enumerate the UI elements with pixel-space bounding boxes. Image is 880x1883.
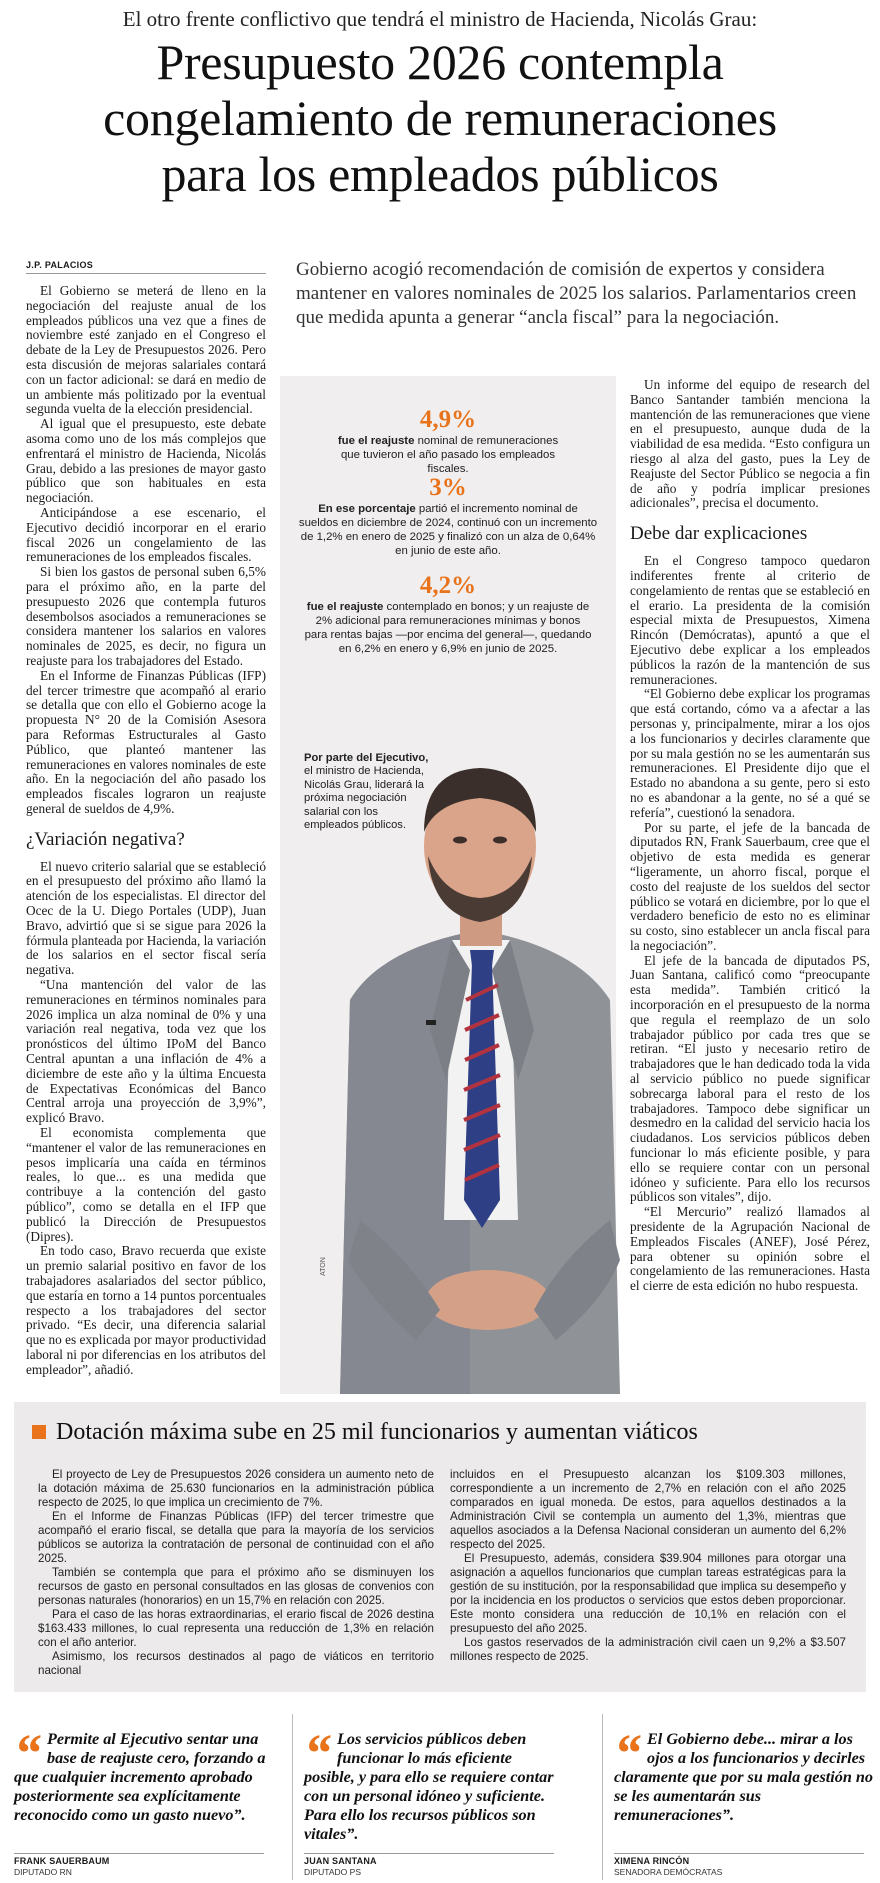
caption-text: el ministro de Hacienda, Nicolás Grau, liderará la próxima negociación salarial con los empleados públicos. — [304, 765, 425, 832]
headline-line: Presupuesto 2026 contempla — [156, 34, 724, 90]
paragraph: “El Gobierno debe explicar los programas que está cortando, cómo va a afectar a las personas y, principalmente, mirar a los ojos a los funcionarios y decirles claramente que por su mala gestión no se les aumentarán sus remuneraciones. El Presidente dijo que el Estado no abandona a su gente, pero si esto no es abandonar a la gente, no sé a qué se refería”, cuestionó la senadora. — [630, 686, 870, 820]
box-title — [32, 1418, 852, 1446]
paragraph: Al igual que el presupuesto, este debate asoma como uno de los más complejos que enfrentará el ministro de Hacienda, Nicolás Grau, debido a las presiones de mayor gasto público que son habituales en esta negociación. — [26, 416, 266, 506]
stat-block — [280, 572, 616, 656]
paragraph: Un informe del equipo de research del Banco Santander también menciona la mantención de las remuneraciones que viene en el presupuesto, aunque duda de la viabilidad de esa medida. “Esto configura un riesgo al alza del gasto, pues la Ley de Reajuste del Sector Público se negocia a fin de año y podría implicar presiones adicionales”, precisa el documento. — [630, 377, 870, 511]
paragraph: Asimismo, los recursos destinados al pago de viáticos en territorio nacional — [38, 1650, 434, 1677]
stat-body: nominal de remuneraciones que tuvieron el año pasado los empleados fiscales. — [340, 435, 559, 475]
quote-mark-icon: “ — [614, 1723, 641, 1783]
stat-number: 4,9% — [419, 406, 477, 433]
quote-mark-icon: “ — [304, 1723, 331, 1783]
stat-number: 4,2% — [419, 572, 477, 599]
caption-bold: Por parte del Ejecutivo, — [304, 752, 429, 764]
byline-rule — [26, 273, 266, 274]
stat-number: 3% — [429, 474, 467, 501]
headline-line: para los empleados públicos — [161, 146, 719, 202]
quotes-row — [0, 1710, 880, 1880]
quote-author: FRANK SAUERBAUM — [14, 1856, 110, 1866]
box-right-column — [450, 1468, 846, 1664]
box-title-text: Dotación máxima sube en 25 mil funcionarios y aumentan viáticos — [56, 1419, 698, 1445]
stat-text — [304, 600, 592, 656]
paragraph: El economista complementa que “mantener el valor de las remuneraciones en pesos implicaría una caída en términos reales, lo que... es una medida que contribuye a la contención del gasto público”, como se detalla en el IFP que publicó la Dirección de Presupuestos (Dipres). — [26, 1125, 266, 1244]
paragraph: En el Informe de Finanzas Públicas (IFP) del tercer trimestre que acompañó el erario fiscal, se detalla que para la mayoría de los servicios públicos se autoriza la contratación de personal de continuidad con el año 2025. — [38, 1510, 434, 1565]
stat-body: partió el incremento nominal de sueldos en diciembre de 2024, continuó con un incremento de 1,2% en enero de 2025 y finalizó con un alza de 0,64% en junio de este año. — [298, 503, 598, 557]
divider — [304, 1853, 554, 1854]
quote-role: DIPUTADO RN — [14, 1867, 72, 1877]
paragraph: El nuevo criterio salarial que se estableció en el presupuesto del próximo año llamó la atención de los especialistas. El director del Ocec de la U. Diego Portales (UDP), Juan Bravo, advirtió que si se sigue para 2026 la fórmula planteada por Hacienda, la variación de los salarios en el sector fiscal sería negativa. — [26, 858, 266, 978]
paragraph: Los gastos reservados de la administración civil caen un 9,2% a $3.507 millones respecto de 2025. — [450, 1636, 846, 1663]
quote-text — [614, 1723, 876, 1825]
quote-mark-icon: “ — [14, 1723, 41, 1783]
box-left-column — [38, 1468, 434, 1678]
quote-author: XIMENA RINCÓN — [614, 1856, 690, 1866]
byline: J.P. PALACIOS — [26, 260, 94, 270]
paragraph: El proyecto de Ley de Presupuestos 2026 considera un aumento neto de la dotación máxima de 25.630 funcionarios en la administración pública respecto de 2025, lo que implica un crecimiento de 7%. — [38, 1468, 434, 1509]
stat-bold: fue el reajuste — [337, 435, 415, 447]
divider — [292, 1714, 293, 1880]
quote-role: SENADORA DEMÓCRATAS — [614, 1867, 723, 1877]
stat-bold: En ese porcentaje — [318, 503, 416, 515]
paragraph: En el Informe de Finanzas Públicas (IFP) del tercer trimestre que acompañó al erario se detalla que con ello el Gobierno acoge la propuesta N° 20 de la Comisión Asesora para Reformas Estructurales al Gasto Público, que planteó mantener las remuneraciones en valores nominales de este año. En la negociación del año pasado los empleados fiscales lograron un reajuste general de sueldos de 4,9%. — [26, 667, 266, 816]
quote-text — [304, 1723, 566, 1844]
paragraph: incluidos en el Presupuesto alcanzan los $109.303 millones, correspondiente a un incremento de 2,7% en relación con el año 2025 comparados en igual moneda. De estos, para aquellos destinados a la Administración Civil se contempla un aumento del 1,3%, mientras que aquellos asociados a la Defensa Nacional consideran un aumento del 6,2% respecto del 2025. — [450, 1468, 846, 1551]
paragraph: Para el caso de las horas extraordinarias, el erario fiscal de 2026 destina $163.433 millones, lo cual representa una reducción de 1,3% en relación con el año anterior. — [38, 1608, 434, 1649]
headline — [0, 34, 880, 202]
paragraph: En el Congreso tampoco quedaron indiferentes frente al criterio de congelamiento de rentas que se estableció en el erario. La presidenta de la comisión especial mixta de Presupuestos, Ximena Rincón (Demócratas), apuntó a que el Ejecutivo debe explicar a los empleados públicos la razón de la mantención de sus remuneraciones. — [630, 553, 870, 687]
stats-photo-panel — [280, 376, 616, 1394]
quote-body: Permite al Ejecutivo sentar una base de reajuste cero, forzando a que cualquier incremento aprobado posteriormente sea explícitamente reconocido como un gasto nuevo”. — [14, 1730, 266, 1824]
quote-role: DIPUTADO PS — [304, 1867, 361, 1877]
paragraph: En todo caso, Bravo recuerda que existe un premio salarial positivo en favor de los trabajadores asalariados del sector público, que estaría en torno a 14 puntos porcentuales respecto a los trabajadores del sector privado. “Es decir, una diferencia salarial que no es explicada por mayor productividad laboral ni por diferencias en los atributos del empleador”, añadió. — [26, 1243, 267, 1377]
paragraph: El Presupuesto, además, considera $39.904 millones para otorgar una asignación a aquellos funcionarios que cumplan tareas estratégicas para la gestión de su institución, por la responsabilidad que implica su desempeño y por la incidencia en los productos o servicios que estos deben proporcionar. Este monto considera una reducción de 10,1% en relación con el presupuesto del año 2025. — [450, 1552, 846, 1635]
quote-author: JUAN SANTANA — [304, 1856, 377, 1866]
stat-body: contemplado en bonos; y un reajuste de 2% adicional para remuneraciones mínimas y bonos para rentas bajas —por encima del general—, quedando en 6,2% en enero y 6,9% en junio de 2025. — [304, 601, 592, 655]
left-column — [26, 284, 266, 1378]
minister-photo — [320, 700, 640, 1394]
divider — [614, 1853, 864, 1854]
subhead: ¿Variación negativa? — [26, 828, 185, 850]
paragraph: El Gobierno se meterá de lleno en la negociación del reajuste anual de los empleados públicos una vez que a fines de noviembre esté zanjado en el Congreso el debate de la Ley de Presupuestos 2026. Pero esta discusión de mejoras salariales contará con un factor adicional: se dará en medio de un ambiente más politizado por la eventual segunda vuelta de la elección presidencial. — [26, 283, 266, 417]
stat-text — [328, 434, 568, 476]
photo-credit: ATON — [320, 1257, 327, 1276]
deck: Gobierno acogió recomendación de comisión de expertos y considera mantener en valores nominales de 2025 los salarios. Parlamentarios creen que medida apunta a generar “ancla fiscal” para la negociación. — [296, 259, 857, 328]
paragraph: “El Mercurio” realizó llamados al presidente de la Agrupación Nacional de Empleados Fiscales (ANEF), José Pérez, para obtener su opinión sobre el congelamiento de las remuneraciones. Hasta el cierre de esta edición no hubo respuesta. — [630, 1204, 870, 1294]
orange-square-icon — [32, 1425, 46, 1439]
kicker: El otro frente conflictivo que tendrá el ministro de Hacienda, Nicolás Grau: — [122, 7, 758, 31]
stat-block — [280, 406, 616, 476]
headline-line: congelamiento de remuneraciones — [103, 90, 777, 146]
quote — [614, 1710, 876, 1880]
divider — [14, 1853, 264, 1854]
subhead: Debe dar explicaciones — [630, 523, 808, 545]
stat-block — [280, 474, 616, 558]
paragraph: Por su parte, el jefe de la bancada de diputados RN, Frank Sauerbaum, cree que el objetivo de esta medida es generar “ligeramente, un ahorro fiscal, porque el costo del reajuste de los sueldos del sector público se votará en diciembre, por lo que el verdadero beneficio de esto no es eliminar su costo, sino establecer un ancla fiscal para la negociación”. — [630, 819, 870, 953]
paragraph: El jefe de la bancada de diputados PS, Juan Santana, calificó como “preocupante esta medida”. También criticó la incorporación en el presupuesto de la norma que regula el reemplazo de un solo trabajador público por cada tres que se retiran. “El justo y necesario retiro de trabajadores que le han dedicado toda la vida al servicio público no puede significar sobrecarga laboral para el resto de los trabajadores. Tampoco debe significar un desmedro en la calidad del servicio hacia los ciudadanos. Los servicios públicos deben funcionar lo más eficiente posible, y para ello se requiere contar con un personal idóneo y suficiente. Para ello los recursos públicos son vitales”, dijo. — [630, 952, 870, 1205]
quote-body: Los servicios públicos deben funcionar lo más eficiente posible, y para ello se requiere contar con un personal idóneo y suficiente. Para ello los recursos públicos son vitales”. — [304, 1730, 554, 1843]
paragraph: Si bien los gastos de personal suben 6,5% para el próximo año, en la parte del presupuesto 2026 que contempla futuros desembolsos asociados a remuneraciones se considera mantener los salarios en valores nominales de 2025, es decir, no figura un reajuste para los trabajadores del Estado. — [26, 564, 266, 668]
stat-bold: fue el reajuste — [306, 601, 384, 613]
quote — [304, 1710, 566, 1880]
divider — [602, 1714, 603, 1880]
paragraph: Anticipándose a ese escenario, el Ejecutivo decidió incorporar en el erario fiscal 2026 un congelamiento de las remuneraciones de los empleados fiscales. — [26, 504, 266, 565]
right-column — [630, 378, 870, 1294]
stat-text — [298, 502, 598, 558]
paragraph: “Una mantención del valor de las remuneraciones en términos nominales para 2026 implica un alza nominal de 0% y una variación real negativa, toda vez que los pronósticos del último IPoM del Banco Central apuntan a una inflación de 4% a diciembre de este año y la última Encuesta de Expectativas Económicas del Banco Central arroja una proyección de 3,9%”, explicó Bravo. — [26, 977, 266, 1126]
photo-hands — [426, 1270, 550, 1330]
quote-text — [14, 1723, 276, 1825]
sidebar-box — [14, 1402, 866, 1692]
quote-body: El Gobierno debe... mirar a los ojos a los funcionarios y decirles claramente que por su mala gestión no se les aumentarán sus remuneraciones”. — [614, 1730, 874, 1824]
paragraph: También se contempla que para el próximo año se disminuyen los recursos de gasto en personal consultados en las glosas de convenios con personas naturales (honorarios) en un 15,7% en relación con 2025. — [38, 1566, 434, 1607]
quote — [14, 1710, 276, 1880]
